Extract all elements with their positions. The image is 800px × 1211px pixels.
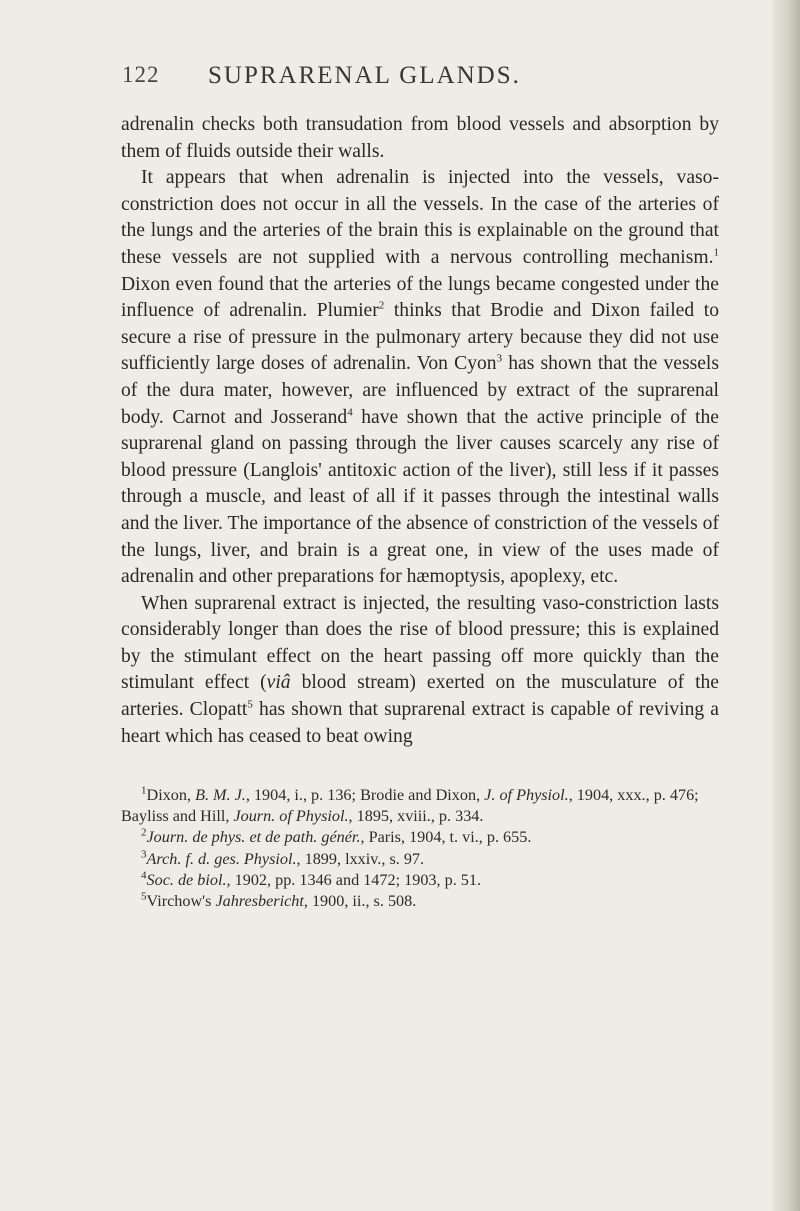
footnote-ref-3[interactable]: 3	[496, 352, 503, 365]
footnote-text: , 1902, pp. 1346 and 1472; 1903, p. 51.	[226, 870, 482, 889]
footnote-italic-title: Soc. de biol.	[146, 870, 227, 889]
paragraph-2-text-d: has shown that the vessels of the dura mater, however, are influenced by extract of the suprarenal body. Carnot and Josserand	[121, 353, 719, 428]
footnote-number: 4	[141, 869, 147, 882]
footnote-text: , 1904, i., p. 136; Brodie and Dixon,	[245, 786, 485, 804]
footnote-ref-2[interactable]: 2	[378, 299, 385, 312]
paragraph-3-text-a: When suprarenal extract is injected, the resulting vaso-constriction lasts considerably longer than does the rise of blood pressure; this is explained by the stimulant effect on the heart passing off more quickly than the stimulant effect (	[121, 592, 719, 694]
running-title: SUPRARENAL GLANDS.	[208, 62, 521, 89]
footnote-text: , 1899, lxxiv., s. 97.	[296, 849, 425, 868]
page-edge	[772, 0, 800, 1211]
footnote-ref-5[interactable]: 5	[247, 698, 253, 711]
footnote-italic-title: Jahresbericht	[215, 892, 304, 911]
footnote-number: 1	[141, 784, 147, 797]
footnote-1	[121, 785, 719, 827]
paragraph-2	[121, 165, 719, 591]
footnote-2	[121, 827, 719, 848]
paragraph-1-text: adrenalin checks both transudation from blood vessels and absorption by them of fluids outside their walls.	[121, 114, 719, 162]
footnote-text: , 1900, ii., s. 508.	[303, 892, 417, 911]
paragraph-2-text-c: thinks that Brodie and Dixon failed to secure a rise of pressure in the pulmonary artery because they did not use sufficiently large doses of adrenalin. Von Cyon	[121, 300, 719, 375]
paragraph-3-italic: viâ	[266, 672, 291, 694]
paragraph-1	[121, 112, 719, 165]
footnote-number: 5	[141, 890, 147, 903]
footnote-text: , Paris, 1904, t. vi., p. 655.	[360, 828, 532, 847]
paragraph-3	[121, 591, 719, 751]
footnote-italic-title: J. of Physiol.	[484, 786, 569, 804]
footnote-italic-title: Journ. of Physiol.	[233, 807, 349, 826]
paragraph-2-text-a: It appears that when adrenalin is injected into the vessels, vaso-constriction does not occur in all the vessels. In the case of the arteries of the lungs and the arteries of the brain this is explainable on the ground that these vessels are not supplied with a nervous controlling mechanism.	[121, 167, 719, 268]
footnote-italic-title: B. M. J.	[195, 786, 246, 804]
footnote-italic-title: Arch. f. d. ges. Physiol.	[146, 849, 297, 868]
body-text	[121, 112, 719, 750]
footnote-3	[121, 849, 719, 870]
footnote-number: 2	[141, 827, 147, 840]
paragraph-3-text-c: has shown that suprarenal extract is capable of reviving a heart which has ceased to beat owing	[121, 699, 720, 747]
page-number: 122	[122, 62, 160, 87]
footnote-4	[121, 870, 719, 891]
footnote-text: Virchow's	[146, 892, 216, 911]
paragraph-2-text-e: have shown that the active principle of the suprarenal gland on passing through the liver causes scarcely any rise of blood pressure (Langlois' antitoxic action of the liver), still less if it passes through a muscle, and least of all if it passes through the intestinal walls and the liver. The importance of the absence of constriction of the vessels of the lungs, liver, and brain is a great one, in view of the uses made of adrenalin and other preparations for hæmoptysis, apoplexy, etc.	[121, 406, 719, 588]
footnote-ref-1[interactable]: 1	[713, 246, 719, 259]
footnote-ref-4[interactable]: 4	[347, 406, 353, 418]
footnote-italic-title: Journ. de phys. et de path. génér.	[146, 828, 361, 847]
paragraph-3-text-b: blood stream) exerted on the musculature of the arteries. Clopatt	[121, 672, 720, 721]
paragraph-2-text-b: Dixon even found that the arteries of the lungs became congested under the influence of adrenalin. Plumier	[121, 273, 719, 322]
page-header	[120, 62, 720, 96]
footnote-number: 3	[141, 848, 147, 861]
footnotes	[121, 785, 719, 912]
footnote-5	[121, 891, 719, 912]
footnote-text: , 1895, xviii., p. 334.	[348, 807, 484, 826]
footnote-text: Dixon,	[146, 786, 196, 804]
footnote-text: , 1904, xxx., p. 476; Bayliss and Hill,	[121, 786, 699, 826]
